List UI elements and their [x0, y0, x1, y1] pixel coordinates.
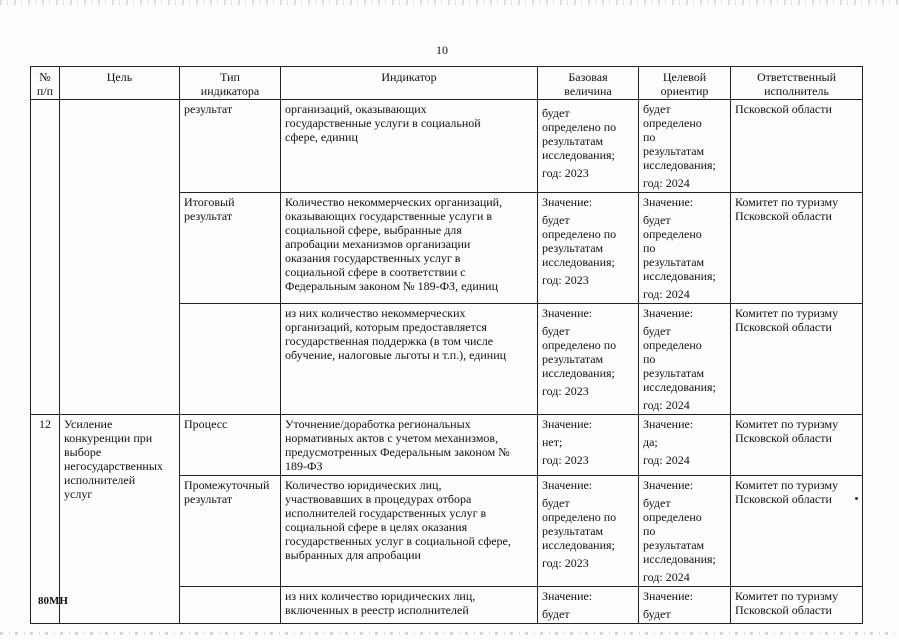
cell-responsible: Комитет по туризму Псковской области	[731, 193, 863, 304]
table-row	[31, 415, 863, 476]
table-header-row	[31, 67, 863, 100]
cell-type: Итоговый результат	[180, 193, 281, 304]
header-type: Тип индикатора	[180, 67, 281, 100]
cell-base-value: Значение: будет определено по результатам исследования; год: 2023	[538, 304, 639, 415]
cell-type: Промежуточный результат	[180, 476, 281, 587]
cell-indicator: Количество юридических лиц, участвовавших в процедурах отбора исполнителей государственных услуг в социальной сфере в целях оказания государственных услуг в социальной сфере, выбранных для апробации	[281, 476, 538, 587]
header-base-value: Базовая величина	[538, 67, 639, 100]
cell-responsible: Комитет по туризму Псковской области	[731, 415, 863, 476]
indicators-table	[30, 66, 863, 624]
cell-type: Процесс	[180, 415, 281, 476]
cell-type	[180, 304, 281, 415]
page-number: 10	[436, 43, 448, 57]
scan-noise-top	[0, 0, 899, 5]
cell-indicator: из них количество некоммерческих организаций, которым предоставляется государственная поддержка (в том числе обучение, налоговые льготы и т.п.), единиц	[281, 304, 538, 415]
header-target: Целевой ориентир	[639, 67, 731, 100]
cell-type	[180, 587, 281, 624]
cell-base-value: будет определено по результатам исследования; год: 2023	[538, 100, 639, 193]
cell-target: Значение: будет определено по результатам исследования; год: 2024	[639, 304, 731, 415]
cell-indicator: Количество некоммерческих организаций, оказывающих государственные услуги в социальной сфере, выбранные для апробации механизмов организации оказания государственных услуг в социальной сфере в соответствии с Федеральным законом № 189-ФЗ, единиц	[281, 193, 538, 304]
cell-indicator: организаций, оказывающих государственные услуги в социальной сфере, единиц	[281, 100, 538, 193]
cell-target: Значение: будет определено по результатам исследования; год: 2024	[639, 476, 731, 587]
cell-num	[31, 100, 60, 415]
cell-target: Значение: да; год: 2024	[639, 415, 731, 476]
scan-speck	[855, 497, 858, 500]
cell-type: результат	[180, 100, 281, 193]
cell-base-value: Значение: будет	[538, 587, 639, 624]
cell-indicator: из них количество юридических лиц, включенных в реестр исполнителей	[281, 587, 538, 624]
scan-noise-bottom	[0, 632, 899, 635]
cell-base-value: Значение: нет; год: 2023	[538, 415, 639, 476]
cell-target: Значение: будет	[639, 587, 731, 624]
footer-code: 80МН	[38, 595, 68, 607]
header-num: № п/п	[31, 67, 60, 100]
cell-indicator: Уточнение/доработка региональных нормативных актов с учетом механизмов, предусмотренных Федеральным законом № 189-ФЗ	[281, 415, 538, 476]
header-indicator: Индикатор	[281, 67, 538, 100]
cell-num: 12	[31, 415, 60, 624]
cell-responsible: Комитет по туризму Псковской области	[731, 476, 863, 587]
table-row	[31, 100, 863, 193]
cell-goal	[60, 100, 180, 415]
cell-base-value: Значение: будет определено по результатам исследования; год: 2023	[538, 476, 639, 587]
cell-responsible: Псковской области	[731, 100, 863, 193]
header-responsible: Ответственный исполнитель	[731, 67, 863, 100]
cell-target: будет определено по результатам исследования; год: 2024	[639, 100, 731, 193]
cell-responsible: Комитет по туризму Псковской области	[731, 587, 863, 624]
header-goal: Цель	[60, 67, 180, 100]
cell-goal: Усиление конкуренции при выборе негосударственных исполнителей услуг	[60, 415, 180, 624]
cell-base-value: Значение: будет определено по результатам исследования; год: 2023	[538, 193, 639, 304]
cell-target: Значение: будет определено по результатам исследования; год: 2024	[639, 193, 731, 304]
cell-responsible: Комитет по туризму Псковской области	[731, 304, 863, 415]
